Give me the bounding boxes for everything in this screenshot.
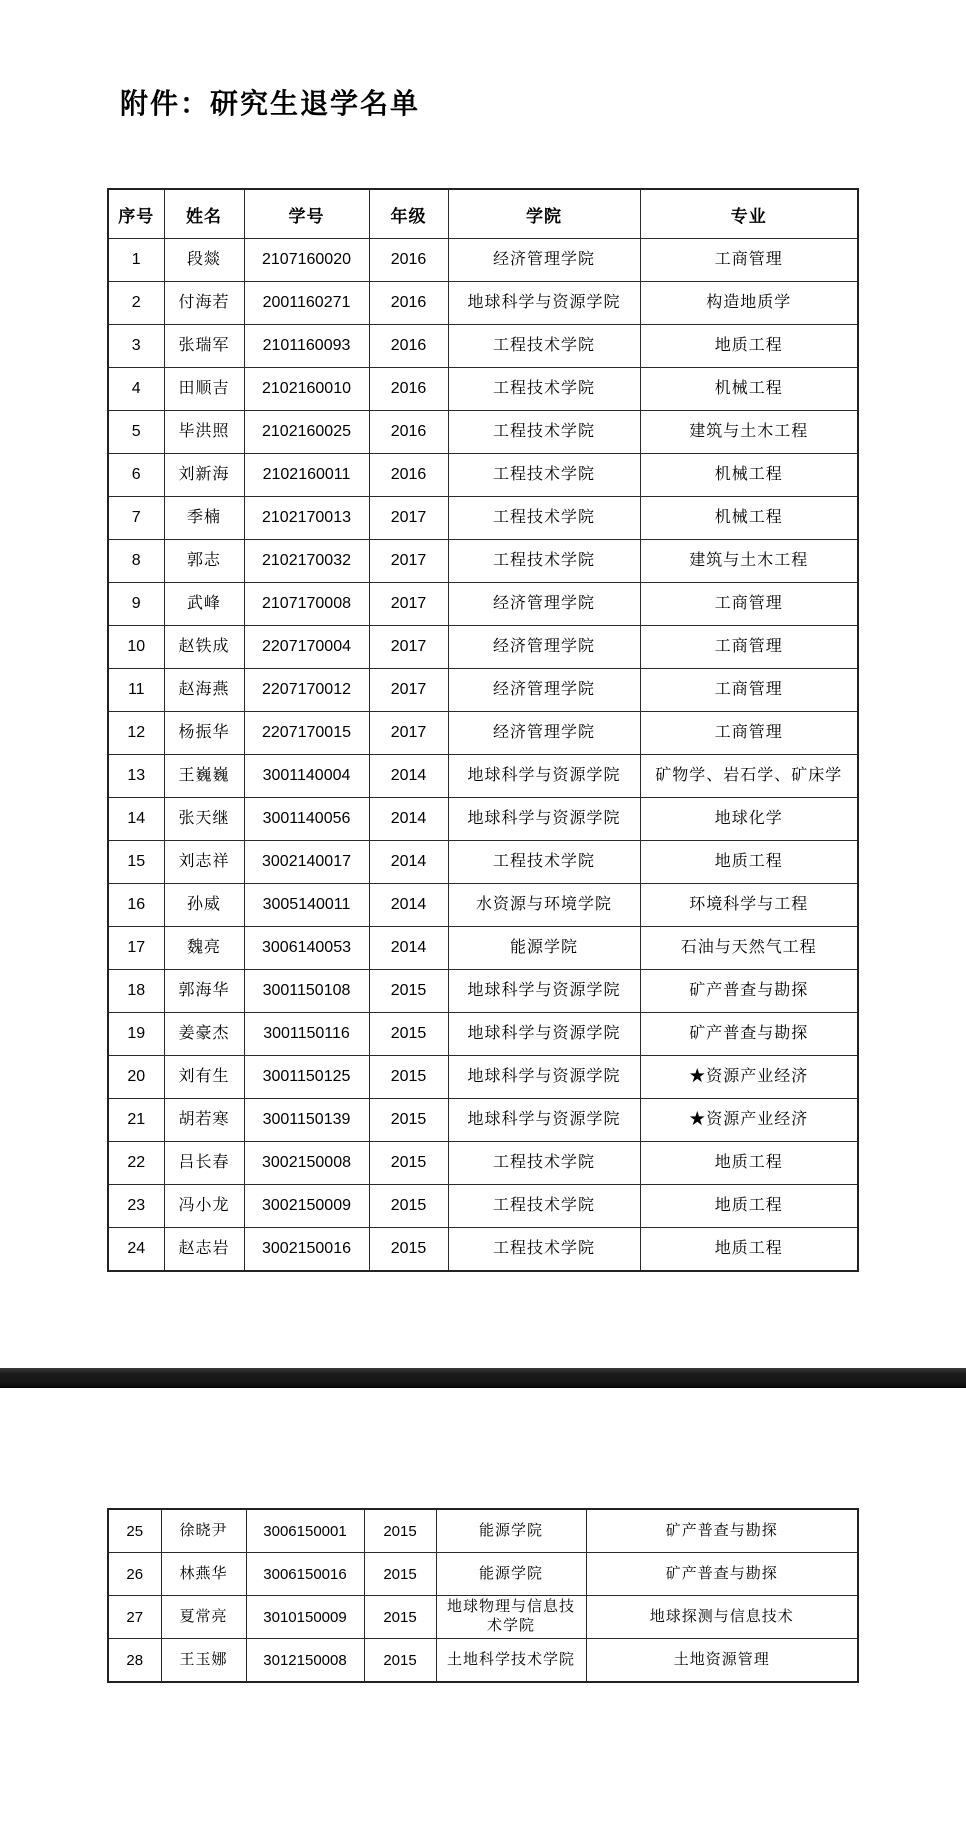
cell-grade: 2015 (369, 1142, 448, 1185)
page-title: 附件：研究生退学名单 (120, 89, 421, 120)
cell-college: 地球科学与资源学院 (448, 1099, 640, 1142)
table-row (108, 282, 858, 325)
cell-college: 地球科学与资源学院 (448, 970, 640, 1013)
cell-name: 刘新海 (164, 454, 244, 497)
column-header: 姓名 (164, 189, 244, 239)
cell-college: 工程技术学院 (448, 325, 640, 368)
cell-no: 5 (108, 411, 164, 454)
cell-grade: 2017 (369, 712, 448, 755)
cell-name: 郭海华 (164, 970, 244, 1013)
cell-name: 田顺吉 (164, 368, 244, 411)
cell-college: 经济管理学院 (448, 626, 640, 669)
cell-college: 经济管理学院 (448, 583, 640, 626)
cell-college: 能源学院 (436, 1553, 586, 1596)
cell-major: 矿物学、岩石学、矿床学 (640, 755, 858, 798)
cell-major: 工商管理 (640, 669, 858, 712)
cell-name: 张瑞军 (164, 325, 244, 368)
cell-name: 王巍巍 (164, 755, 244, 798)
cell-id: 2207170012 (244, 669, 369, 712)
cell-name: 武峰 (164, 583, 244, 626)
cell-college: 水资源与环境学院 (448, 884, 640, 927)
cell-college: 能源学院 (436, 1509, 586, 1553)
cell-college: 工程技术学院 (448, 454, 640, 497)
cell-college: 工程技术学院 (448, 1185, 640, 1228)
table-row (108, 1013, 858, 1056)
cell-college: 地球物理与信息技术学院 (436, 1596, 586, 1639)
column-header: 学院 (448, 189, 640, 239)
cell-major: 地质工程 (640, 841, 858, 884)
cell-name: 赵铁成 (164, 626, 244, 669)
table-row (108, 540, 858, 583)
cell-id: 2102160010 (244, 368, 369, 411)
cell-college: 经济管理学院 (448, 239, 640, 282)
table-row (108, 884, 858, 927)
cell-id: 2101160093 (244, 325, 369, 368)
cell-grade: 2015 (369, 1228, 448, 1272)
cell-grade: 2017 (369, 497, 448, 540)
column-header: 序号 (108, 189, 164, 239)
cell-major: 地质工程 (640, 325, 858, 368)
cell-major: 工商管理 (640, 626, 858, 669)
cell-college: 工程技术学院 (448, 497, 640, 540)
cell-no: 15 (108, 841, 164, 884)
cell-name: 林燕华 (161, 1553, 246, 1596)
cell-grade: 2015 (369, 1099, 448, 1142)
cell-id: 3012150008 (246, 1639, 364, 1683)
cell-grade: 2015 (364, 1639, 436, 1683)
table-row (108, 669, 858, 712)
page-break-divider (0, 1368, 966, 1388)
cell-no: 28 (108, 1639, 161, 1683)
cell-no: 1 (108, 239, 164, 282)
table-row (108, 1509, 858, 1553)
cell-major: 石油与天然气工程 (640, 927, 858, 970)
table-row (108, 325, 858, 368)
cell-grade: 2016 (369, 411, 448, 454)
cell-name: 刘志祥 (164, 841, 244, 884)
cell-no: 10 (108, 626, 164, 669)
cell-id: 3010150009 (246, 1596, 364, 1639)
cell-no: 11 (108, 669, 164, 712)
cell-name: 夏常亮 (161, 1596, 246, 1639)
cell-id: 3002150016 (244, 1228, 369, 1272)
cell-major: 建筑与土木工程 (640, 540, 858, 583)
cell-major: 环境科学与工程 (640, 884, 858, 927)
cell-name: 付海若 (164, 282, 244, 325)
cell-major: ★资源产业经济 (640, 1099, 858, 1142)
table-row (108, 583, 858, 626)
table-row (108, 497, 858, 540)
cell-id: 3006140053 (244, 927, 369, 970)
cell-id: 2207170015 (244, 712, 369, 755)
column-header: 学号 (244, 189, 369, 239)
cell-college: 工程技术学院 (448, 368, 640, 411)
cell-no: 13 (108, 755, 164, 798)
cell-name: 刘有生 (164, 1056, 244, 1099)
cell-college: 工程技术学院 (448, 540, 640, 583)
cell-major: 地质工程 (640, 1228, 858, 1272)
cell-id: 3002150008 (244, 1142, 369, 1185)
cell-college: 土地科学技术学院 (436, 1639, 586, 1683)
cell-id: 3001150108 (244, 970, 369, 1013)
cell-major: 地球化学 (640, 798, 858, 841)
table-body-page-1 (108, 239, 858, 1272)
cell-name: 姜豪杰 (164, 1013, 244, 1056)
cell-id: 3001140004 (244, 755, 369, 798)
cell-no: 2 (108, 282, 164, 325)
cell-no: 17 (108, 927, 164, 970)
cell-name: 王玉娜 (161, 1639, 246, 1683)
cell-major: 机械工程 (640, 368, 858, 411)
cell-major: 工商管理 (640, 712, 858, 755)
table-row (108, 755, 858, 798)
cell-id: 2102170013 (244, 497, 369, 540)
cell-no: 8 (108, 540, 164, 583)
cell-major: 机械工程 (640, 454, 858, 497)
cell-major: 建筑与土木工程 (640, 411, 858, 454)
cell-college: 地球科学与资源学院 (448, 1056, 640, 1099)
cell-id: 3005140011 (244, 884, 369, 927)
cell-grade: 2014 (369, 841, 448, 884)
cell-college: 工程技术学院 (448, 1142, 640, 1185)
cell-id: 2001160271 (244, 282, 369, 325)
withdrawal-table-page-1 (107, 188, 859, 1272)
cell-name: 张天继 (164, 798, 244, 841)
cell-major: 土地资源管理 (586, 1639, 858, 1683)
cell-major: 矿产普查与勘探 (640, 1013, 858, 1056)
cell-no: 9 (108, 583, 164, 626)
cell-grade: 2014 (369, 755, 448, 798)
cell-grade: 2016 (369, 282, 448, 325)
cell-id: 2102160025 (244, 411, 369, 454)
cell-id: 3002140017 (244, 841, 369, 884)
cell-no: 23 (108, 1185, 164, 1228)
withdrawal-table-page-2 (107, 1508, 859, 1683)
cell-major: 机械工程 (640, 497, 858, 540)
cell-grade: 2014 (369, 798, 448, 841)
cell-name: 郭志 (164, 540, 244, 583)
table-row (108, 798, 858, 841)
cell-grade: 2016 (369, 325, 448, 368)
cell-name: 徐晓尹 (161, 1509, 246, 1553)
cell-college: 地球科学与资源学院 (448, 755, 640, 798)
table-row (108, 1596, 858, 1639)
table-header (108, 189, 858, 239)
table-row (108, 454, 858, 497)
table-row (108, 411, 858, 454)
cell-no: 25 (108, 1509, 161, 1553)
cell-no: 21 (108, 1099, 164, 1142)
cell-grade: 2014 (369, 927, 448, 970)
cell-college: 经济管理学院 (448, 669, 640, 712)
cell-grade: 2017 (369, 626, 448, 669)
cell-no: 14 (108, 798, 164, 841)
cell-no: 27 (108, 1596, 161, 1639)
cell-college: 地球科学与资源学院 (448, 282, 640, 325)
cell-no: 3 (108, 325, 164, 368)
cell-name: 魏亮 (164, 927, 244, 970)
cell-no: 16 (108, 884, 164, 927)
cell-major: ★资源产业经济 (640, 1056, 858, 1099)
cell-college: 工程技术学院 (448, 1228, 640, 1272)
cell-no: 6 (108, 454, 164, 497)
cell-college: 地球科学与资源学院 (448, 1013, 640, 1056)
table-row (108, 1099, 858, 1142)
cell-no: 12 (108, 712, 164, 755)
cell-id: 2107160020 (244, 239, 369, 282)
cell-major: 地球探测与信息技术 (586, 1596, 858, 1639)
cell-grade: 2015 (364, 1509, 436, 1553)
cell-name: 孙威 (164, 884, 244, 927)
cell-college: 工程技术学院 (448, 411, 640, 454)
column-header: 年级 (369, 189, 448, 239)
cell-name: 杨振华 (164, 712, 244, 755)
cell-name: 毕洪照 (164, 411, 244, 454)
cell-id: 3002150009 (244, 1185, 369, 1228)
cell-id: 2107170008 (244, 583, 369, 626)
cell-id: 3006150016 (246, 1553, 364, 1596)
header-row (108, 189, 858, 239)
cell-id: 3001150139 (244, 1099, 369, 1142)
cell-name: 赵志岩 (164, 1228, 244, 1272)
cell-major: 矿产普查与勘探 (586, 1553, 858, 1596)
table-row (108, 841, 858, 884)
column-header: 专业 (640, 189, 858, 239)
cell-major: 地质工程 (640, 1142, 858, 1185)
cell-no: 19 (108, 1013, 164, 1056)
cell-id: 3001140056 (244, 798, 369, 841)
cell-no: 18 (108, 970, 164, 1013)
cell-major: 矿产普查与勘探 (640, 970, 858, 1013)
cell-id: 2102160011 (244, 454, 369, 497)
cell-grade: 2015 (364, 1553, 436, 1596)
cell-no: 20 (108, 1056, 164, 1099)
table-row (108, 368, 858, 411)
table-row (108, 626, 858, 669)
cell-name: 赵海燕 (164, 669, 244, 712)
table-row (108, 239, 858, 282)
cell-id: 2102170032 (244, 540, 369, 583)
cell-major: 工商管理 (640, 583, 858, 626)
cell-name: 吕长春 (164, 1142, 244, 1185)
cell-grade: 2017 (369, 583, 448, 626)
cell-major: 工商管理 (640, 239, 858, 282)
cell-no: 4 (108, 368, 164, 411)
cell-grade: 2016 (369, 239, 448, 282)
table-row (108, 970, 858, 1013)
cell-id: 2207170004 (244, 626, 369, 669)
cell-college: 工程技术学院 (448, 841, 640, 884)
cell-no: 26 (108, 1553, 161, 1596)
cell-college: 能源学院 (448, 927, 640, 970)
cell-college: 经济管理学院 (448, 712, 640, 755)
cell-grade: 2015 (369, 970, 448, 1013)
cell-grade: 2015 (369, 1013, 448, 1056)
cell-name: 季楠 (164, 497, 244, 540)
table-row (108, 1228, 858, 1272)
table-row (108, 712, 858, 755)
cell-no: 24 (108, 1228, 164, 1272)
cell-major: 地质工程 (640, 1185, 858, 1228)
table-row (108, 1639, 858, 1683)
table-row (108, 1056, 858, 1099)
cell-grade: 2017 (369, 540, 448, 583)
cell-name: 冯小龙 (164, 1185, 244, 1228)
table-row (108, 1553, 858, 1596)
cell-college: 地球科学与资源学院 (448, 798, 640, 841)
cell-grade: 2015 (364, 1596, 436, 1639)
cell-grade: 2014 (369, 884, 448, 927)
cell-id: 3006150001 (246, 1509, 364, 1553)
cell-no: 7 (108, 497, 164, 540)
table-row (108, 1185, 858, 1228)
cell-id: 3001150125 (244, 1056, 369, 1099)
cell-grade: 2016 (369, 454, 448, 497)
cell-grade: 2016 (369, 368, 448, 411)
cell-no: 22 (108, 1142, 164, 1185)
cell-grade: 2015 (369, 1056, 448, 1099)
cell-name: 胡若寒 (164, 1099, 244, 1142)
table-body-page-2 (108, 1509, 858, 1682)
table-row (108, 927, 858, 970)
cell-major: 构造地质学 (640, 282, 858, 325)
table-row (108, 1142, 858, 1185)
cell-name: 段燚 (164, 239, 244, 282)
cell-grade: 2015 (369, 1185, 448, 1228)
cell-grade: 2017 (369, 669, 448, 712)
cell-id: 3001150116 (244, 1013, 369, 1056)
cell-major: 矿产普查与勘探 (586, 1509, 858, 1553)
